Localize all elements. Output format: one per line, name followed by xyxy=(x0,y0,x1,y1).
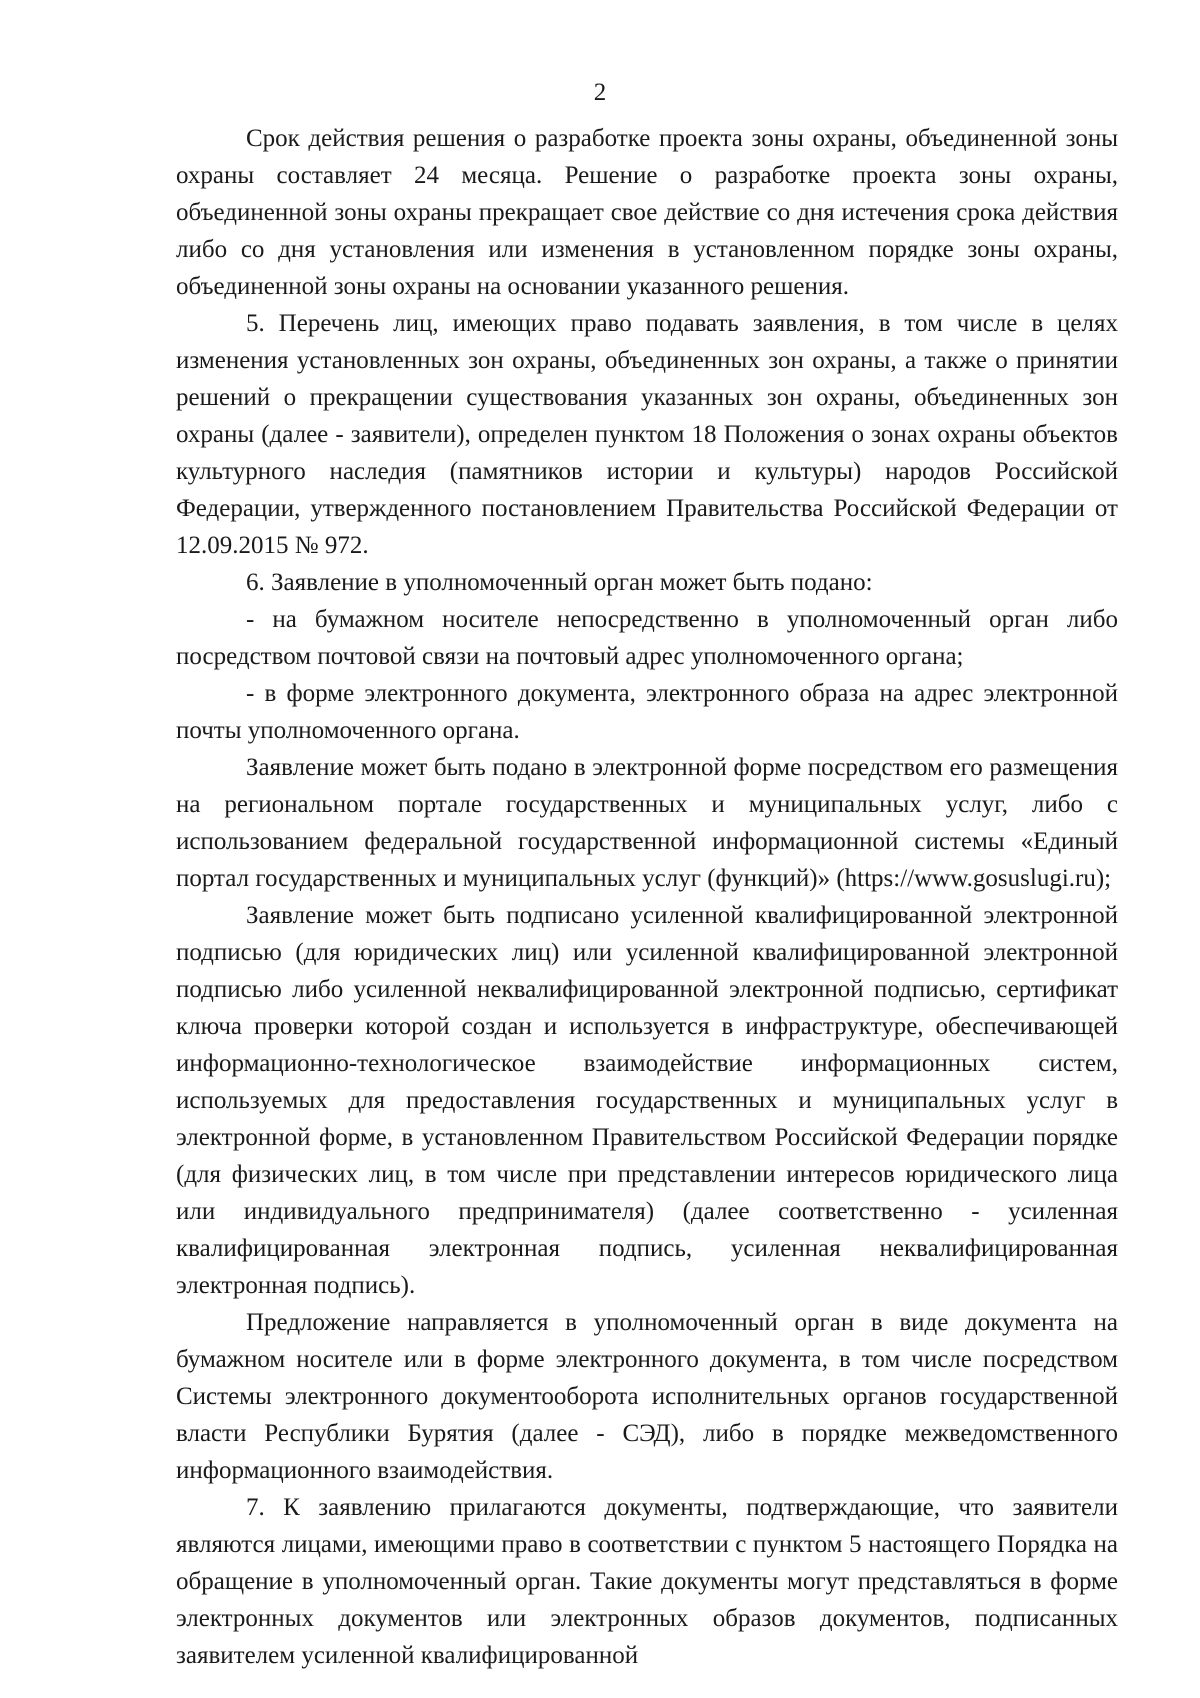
paragraph-item-7: 7. К заявлению прилагаются документы, подтверждающие, что заявители являются лицами, имеющими право в соответствии с пунктом 5 настоящего Порядка на обращение в уполномоченный орган. Такие документы могут представляться в форме электронных документов или электронных образов документов, подписанных заявителем усиленной квалифицированной xyxy=(176,1494,1118,1669)
paragraph-proposal: Предложение направляется в уполномоченный орган в виде документа на бумажном носителе или в форме электронного документа, в том числе посредством Системы электронного документооборота исполнительных органов государственной власти Республики Бурятия (далее - СЭД), либо в порядке межведомственного информационного взаимодействия. xyxy=(176,1309,1118,1484)
paragraph-electronic-submission: - в форме электронного документа, электронного образа на адрес электронной почты уполномоченного органа. xyxy=(176,680,1118,744)
paragraph-validity-term: Срок действия решения о разработке проекта зоны охраны, объединенной зоны охраны составляет 24 месяца. Решение о разработке проекта зоны охраны, объединенной зоны охраны прекращает свое действие со дня истечения срока действия либо со дня установления или изменения в установленном порядке зоны охраны, объединенной зоны охраны на основании указанного решения. xyxy=(176,125,1118,300)
paragraph-paper-submission: - на бумажном носителе непосредственно в уполномоченный орган либо посредством почтовой связи на почтовый адрес уполномоченного органа; xyxy=(176,606,1118,670)
page-number: 2 xyxy=(593,79,607,106)
paragraph-signature: Заявление может быть подписано усиленной квалифицированной электронной подписью (для юридических лиц) или усиленной квалифицированной электронной подписью либо усиленной неквалифицированной электронной подписью, сертификат ключа проверки которой создан и используется в инфраструктуре, обеспечивающей информационно-технологическое взаимодействие информационных систем, используемых для предоставления государственных и муниципальных услуг в электронной форме, в установленном Правительством Российской Федерации порядке (для физических лиц, в том числе при представлении интересов юридического лица или индивидуального предпринимателя) (далее соответственно - усиленная квалифицированная электронная подпись, усиленная неквалифицированная электронная подпись). xyxy=(176,902,1118,1299)
document-body xyxy=(176,120,1118,1674)
paragraph-portal-submission: Заявление может быть подано в электронной форме посредством его размещения на региональном портале государственных и муниципальных услуг, либо с использованием федеральной государственной информационной системы «Единый портал государственных и муниципальных услуг (функций)» (https://www.gosuslugi.ru); xyxy=(176,754,1118,892)
paragraph-item-6: 6. Заявление в уполномоченный орган может быть подано: xyxy=(246,569,873,596)
paragraph-item-5: 5. Перечень лиц, имеющих право подавать заявления, в том числе в целях изменения установленных зон охраны, объединенных зон охраны, а также о принятии решений о прекращении существования указанных зон охраны, объединенных зон охраны (далее - заявители), определен пунктом 18 Положения о зонах охраны объектов культурного наследия (памятников истории и культуры) народов Российской Федерации, утвержденного постановлением Правительства Российской Федерации от 12.09.2015 № 972. xyxy=(176,310,1118,559)
